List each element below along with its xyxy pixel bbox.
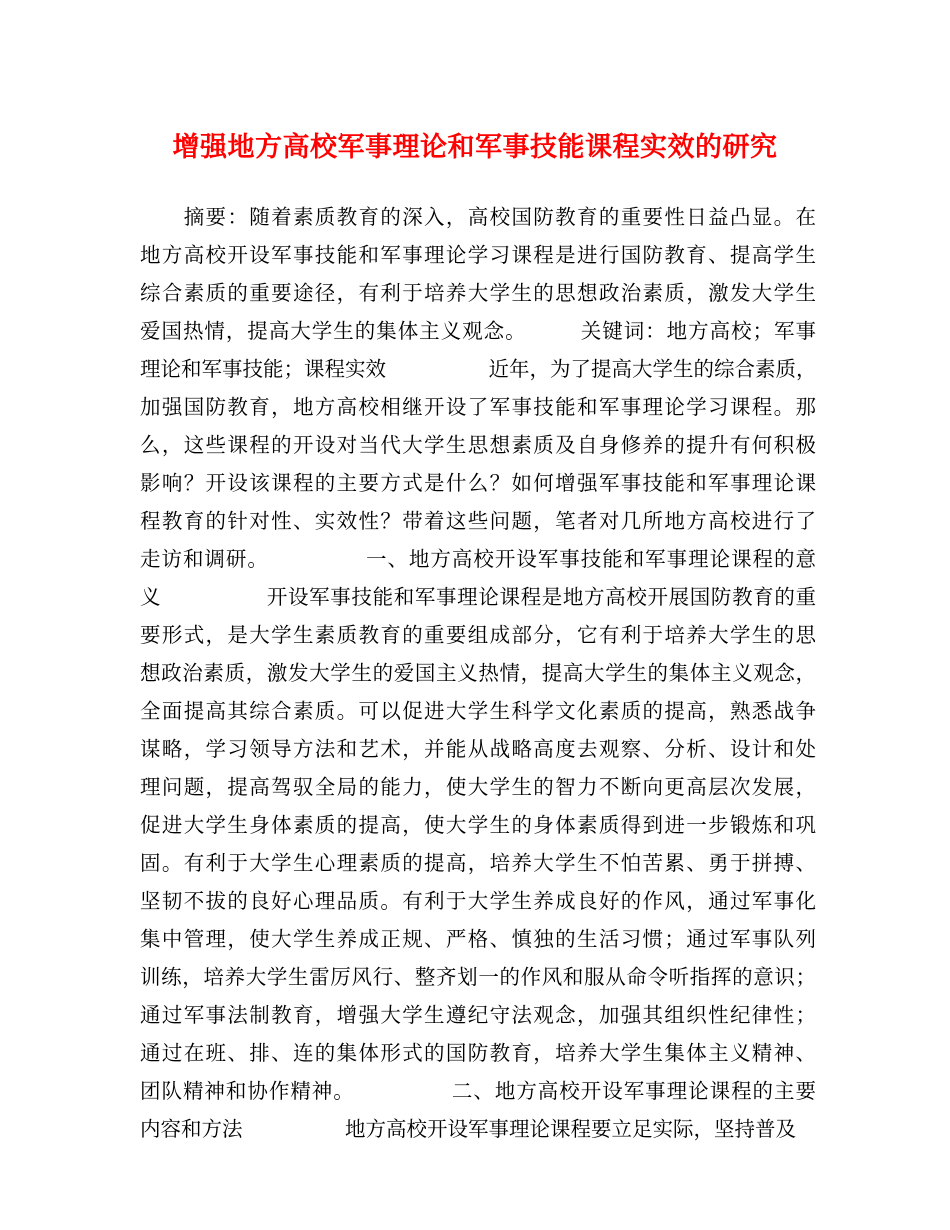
body-line: 综合素质的重要途径，有利于培养大学生的思想政治素质，激发大学生 <box>140 281 816 305</box>
body-line: 固。有利于大学生心理素质的提高，培养大学生不怕苦累、勇于拼搏、 <box>140 851 816 875</box>
body-line: 通过在班、排、连的集体形式的国防教育，培养大学生集体主义精神、 <box>140 1041 816 1065</box>
body-line: 摘要：随着素质教育的深入，高校国防教育的重要性日益凸显。在 <box>140 205 816 229</box>
body-line: 理问题，提高驾驭全局的能力，使大学生的智力不断向更高层次发展， <box>140 775 816 799</box>
body-line: 地方高校开设军事技能和军事理论学习课程是进行国防教育、提高学生 <box>140 243 816 267</box>
body-line: 集中管理，使大学生养成正规、严格、慎独的生活习惯；通过军事队列 <box>140 927 816 951</box>
body-line: 谋略，学习领导方法和艺术，并能从战略高度去观察、分析、设计和处 <box>140 737 816 761</box>
body-line: 训练，培养大学生雷厉风行、整齐划一的作风和服从命令听指挥的意识； <box>140 965 816 989</box>
body-line: 团队精神和协作精神。 二、地方高校开设军事理论课程的主要 <box>140 1079 816 1103</box>
body-line: 想政治素质，激发大学生的爱国主义热情，提高大学生的集体主义观念， <box>140 661 816 685</box>
body-line: 走访和调研。 一、地方高校开设军事技能和军事理论课程的意 <box>140 547 816 571</box>
body-line: 影响？开设该课程的主要方式是什么？如何增强军事技能和军事理论课 <box>140 471 816 495</box>
body-line: 通过军事法制教育，增强大学生遵纪守法观念，加强其组织性纪律性； <box>140 1003 816 1027</box>
body-line: 程教育的针对性、实效性？带着这些问题，笔者对几所地方高校进行了 <box>140 509 816 533</box>
document-body <box>140 198 816 1148</box>
body-line: 爱国热情，提高大学生的集体主义观念。 关键词：地方高校；军事 <box>140 319 816 343</box>
body-line: 坚韧不拔的良好心理品质。有利于大学生养成良好的作风，通过军事化 <box>140 889 816 913</box>
body-line: 促进大学生身体素质的提高，使大学生的身体素质得到进一步锻炼和巩 <box>140 813 816 837</box>
body-line: 全面提高其综合素质。可以促进大学生科学文化素质的提高，熟悉战争 <box>140 699 816 723</box>
body-line: 义 开设军事技能和军事理论课程是地方高校开展国防教育的重 <box>140 585 816 609</box>
document-title: 增强地方高校军事理论和军事技能课程实效的研究 <box>172 132 778 163</box>
body-line: 加强国防教育，地方高校相继开设了军事技能和军事理论学习课程。那 <box>140 395 816 419</box>
body-line: 要形式，是大学生素质教育的重要组成部分，它有利于培养大学生的思 <box>140 623 816 647</box>
body-line: 内容和方法 地方高校开设军事理论课程要立足实际，坚持普及 <box>140 1117 796 1141</box>
body-line: 么，这些课程的开设对当代大学生思想素质及自身修养的提升有何积极 <box>140 433 816 457</box>
body-line: 理论和军事技能；课程实效 近年，为了提高大学生的综合素质， <box>140 357 817 381</box>
